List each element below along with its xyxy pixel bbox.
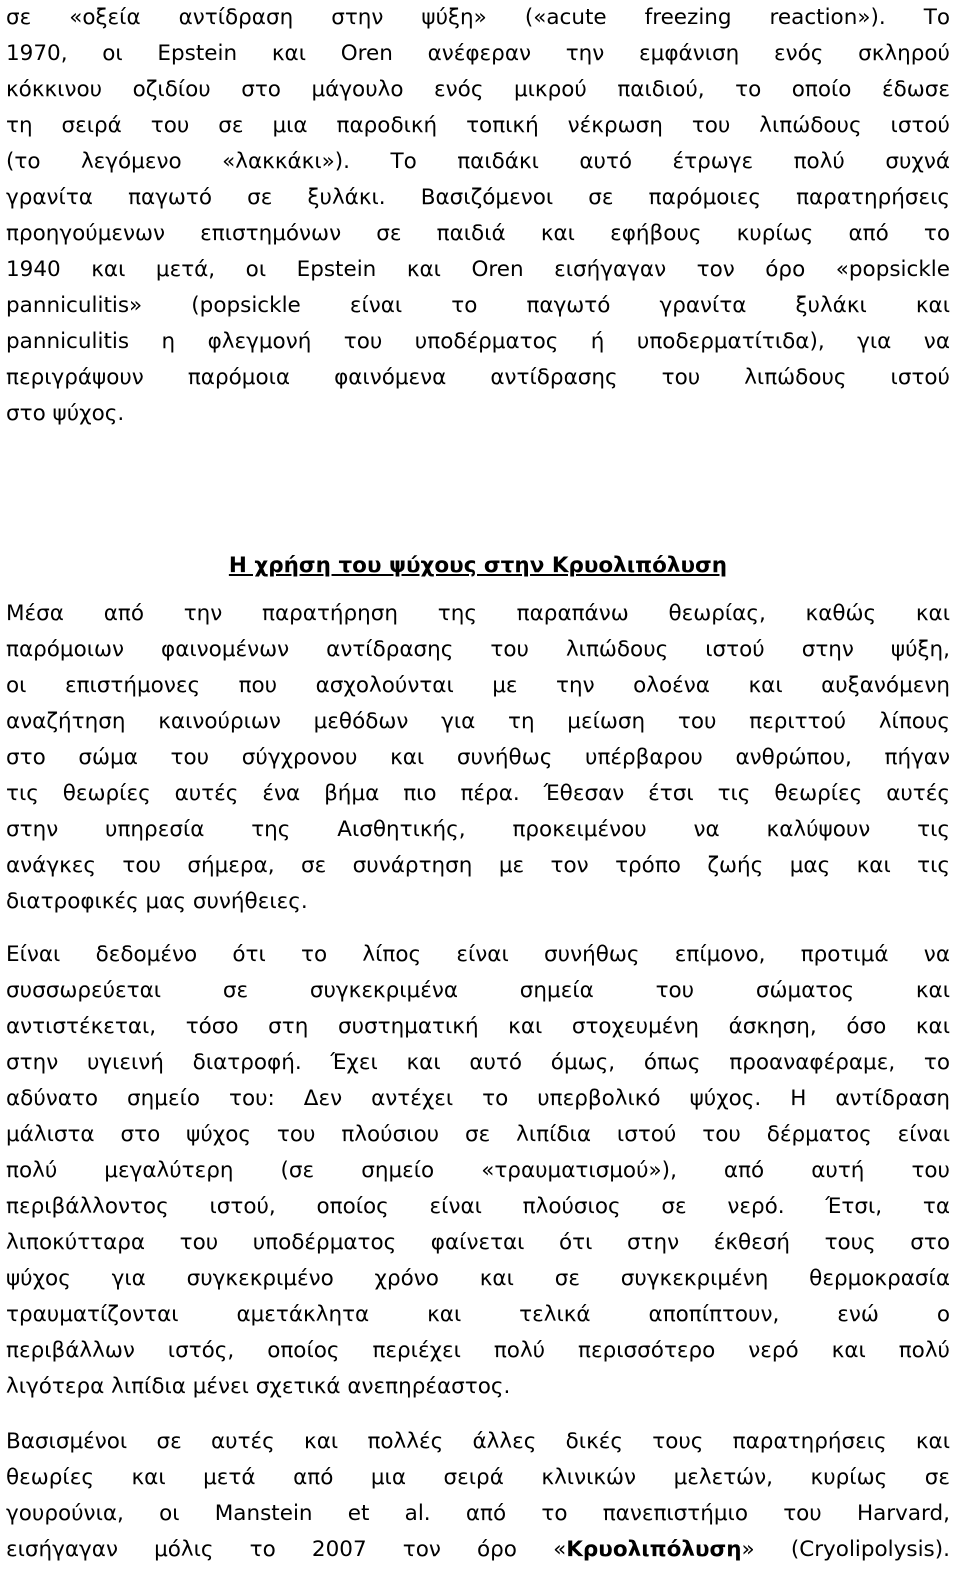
text-line: ανάγκες του σήμερα, σε συνάρτηση με τον τρόπο ζωής μας και τις bbox=[6, 853, 950, 878]
text-line: panniculitis» (popsickle είναι το παγωτό γρανίτα ξυλάκι και bbox=[6, 293, 950, 318]
text-line: Μέσα από την παρατήρηση της παραπάνω θεωρίας, καθώς και bbox=[6, 601, 950, 626]
text-line: Βασισμένοι σε αυτές και πολλές άλλες δικές τους παρατηρήσεις και bbox=[6, 1429, 950, 1454]
section-heading: Η χρήση του ψύχους στην Κρυολιπόλυση bbox=[228, 553, 728, 578]
text-line: περιβάλλων ιστός, οποίος περιέχει πολύ περισσότερο νερό και πολύ bbox=[6, 1338, 950, 1363]
text-line: γουρούνια, οι Manstein et al. από το πανεπιστήμιο του Harvard, bbox=[6, 1501, 950, 1526]
section-heading-block bbox=[6, 548, 950, 584]
text-segment: » (Cryolipolysis). bbox=[741, 1537, 950, 1562]
text-line: αδύνατο σημείο του: Δεν αντέχει το υπερβολικό ψύχος. Η αντίδραση bbox=[6, 1086, 950, 1111]
text-line: τις θεωρίες αυτές ένα βήμα πιο πέρα. Έθεσαν έτσι τις θεωρίες αυτές bbox=[6, 781, 950, 806]
text-line: 1940 και μετά, οι Epstein και Oren εισήγαγαν τον όρο «popsickle bbox=[6, 257, 950, 282]
text-line: panniculitis η φλεγμονή του υποδέρματος ή υποδερματίτιδα), για να bbox=[6, 329, 950, 354]
text-line: στο ψύχος. bbox=[6, 401, 125, 426]
text-line: σε «οξεία αντίδραση στην ψύξη» («acute freezing reaction»). Το bbox=[6, 5, 950, 30]
paragraph-popsickle-panniculitis bbox=[6, 0, 950, 432]
text-segment: εισήγαγαν μόλις το 2007 τον όρο « bbox=[6, 1537, 567, 1562]
text-line: αναζήτηση καινούριων μεθόδων για τη μείωση του περιττού λίπους bbox=[6, 709, 950, 734]
text-line: οι επιστήμονες που ασχολούνται με την ολοένα και αυξανόμενη bbox=[6, 673, 950, 698]
text-line: ψύχος για συγκεκριμένο χρόνο και σε συγκεκριμένη θερμοκρασία bbox=[6, 1266, 950, 1291]
text-line: κόκκινου οζιδίου στο μάγουλο ενός μικρού παιδιού, το οποίο έδωσε bbox=[6, 77, 950, 102]
text-line: διατροφικές μας συνήθειες. bbox=[6, 889, 308, 914]
text-line: Είναι δεδομένο ότι το λίπος είναι συνήθως επίμονο, προτιμά να bbox=[6, 942, 950, 967]
text-line: περιγράψουν παρόμοια φαινόμενα αντίδρασης του λιπώδους ιστού bbox=[6, 365, 950, 390]
text-line: (το λεγόμενο «λακκάκι»). Το παιδάκι αυτό έτρωγε πολύ συχνά bbox=[6, 149, 950, 174]
text-line: 1970, οι Epstein και Oren ανέφεραν την εμφάνιση ενός σκληρού bbox=[6, 41, 950, 66]
paragraph-manstein-harvard bbox=[6, 1424, 950, 1568]
text-line: μάλιστα στο ψύχος του πλούσιου σε λιπίδια ιστού του δέρματος είναι bbox=[6, 1122, 950, 1147]
paragraph-cryolipolysis-intro bbox=[6, 596, 950, 920]
text-line: γρανίτα παγωτό σε ξυλάκι. Βασιζόμενοι σε παρόμοιες παρατηρήσεις bbox=[6, 185, 950, 210]
text-line: λιποκύτταρα του υποδέρματος φαίνεται ότι στην έκθεσή τους στο bbox=[6, 1230, 950, 1255]
term-cryolipolysis: Κρυολιπόλυση bbox=[566, 1537, 742, 1562]
text-line: προηγούμενων επιστημόνων σε παιδιά και εφήβους κυρίως από το bbox=[6, 221, 950, 246]
text-line: παρόμοιων φαινομένων αντίδρασης του λιπώδους ιστού στην ψύξη, bbox=[6, 637, 950, 662]
text-line: τη σειρά του σε μια παροδική τοπική νέκρωση του λιπώδους ιστού bbox=[6, 113, 950, 138]
text-line: στο σώμα του σύγχρονου και συνήθως υπέρβαρου ανθρώπου, πήγαν bbox=[6, 745, 950, 770]
text-line: θεωρίες και μετά από μια σειρά κλινικών μελετών, κυρίως σε bbox=[6, 1465, 950, 1490]
text-line: πολύ μεγαλύτερη (σε σημείο «τραυματισμού»), από αυτή του bbox=[6, 1158, 950, 1183]
text-line: περιβάλλοντος ιστού, οποίος είναι πλούσιος σε νερό. Έτσι, τα bbox=[6, 1194, 950, 1219]
text-line: λιγότερα λιπίδια μένει σχετικά ανεπηρέαστος. bbox=[6, 1374, 511, 1399]
text-line: συσσωρεύεται σε συγκεκριμένα σημεία του σώματος και bbox=[6, 978, 950, 1003]
text-line: στην υπηρεσία της Αισθητικής, προκειμένου να καλύψουν τις bbox=[6, 817, 950, 842]
paragraph-fat-resistance bbox=[6, 937, 950, 1405]
text-line: αντιστέκεται, τόσο στη συστηματική και στοχευμένη άσκηση, όσο και bbox=[6, 1014, 950, 1039]
text-line: στην υγιεινή διατροφή. Έχει και αυτό όμως, όπως προαναφέραμε, το bbox=[6, 1050, 950, 1075]
text-line: τραυματίζονται αμετάκλητα και τελικά αποπίπτουν, ενώ ο bbox=[6, 1302, 950, 1327]
text-line-final bbox=[6, 1532, 950, 1568]
